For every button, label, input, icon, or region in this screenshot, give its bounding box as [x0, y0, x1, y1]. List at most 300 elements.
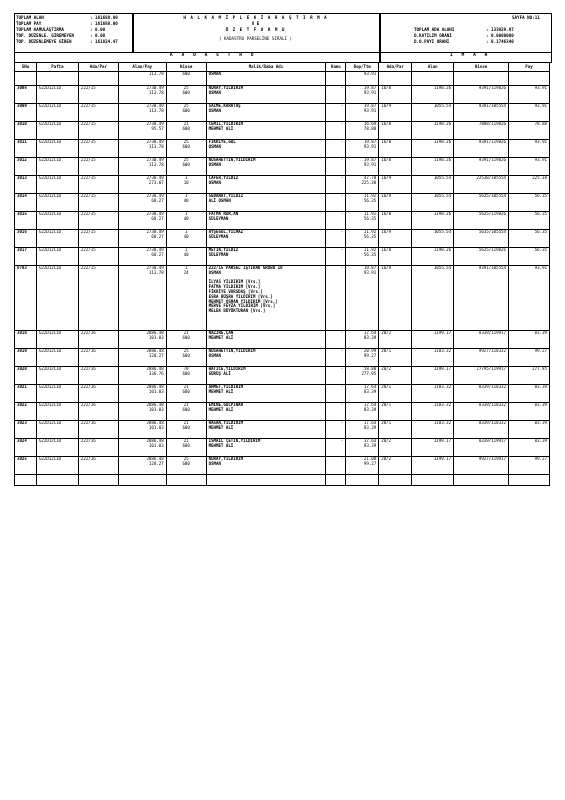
cell-ialan: 1183.32 [412, 403, 454, 421]
column-header: Pafta [36, 63, 78, 72]
total-label: TOPLAM PAY [16, 21, 42, 26]
column-header: Hisse [166, 63, 206, 72]
cell-dop: 19.87 93.91 [346, 104, 379, 122]
cell-empty [454, 475, 509, 486]
cell-iadapar: 20/1 [379, 403, 412, 421]
cell-pay: 93.91 [509, 266, 550, 331]
cell-pafta: G22D12C1D [36, 421, 78, 439]
cell-pay: 93.91 [509, 158, 550, 176]
cell-alan: 2886.48 101.03 [118, 439, 166, 457]
cell-dop: 11.92 56.35 [346, 194, 379, 212]
cell-hisse: 25 600 [166, 349, 206, 367]
cell-pay: 56.35 [509, 248, 550, 266]
cell-ialan: 1199.17 [412, 367, 454, 385]
cell-dop: 17.64 83.39 [346, 421, 379, 439]
cell-sno: 3012 [15, 158, 37, 176]
cell-ialan: 1198.26 [412, 248, 454, 266]
cell-iadapar: 20/2 [379, 367, 412, 385]
table-row [15, 421, 550, 439]
cell-kamu: - [326, 403, 346, 421]
cell-kamu: - [326, 266, 346, 331]
cell-dop: 47.70 225.38 [346, 176, 379, 194]
cell-pafta: G22D12C1D [36, 230, 78, 248]
cell-kamu: - [326, 158, 346, 176]
cell-ihisse: 9391/105554 [454, 104, 509, 122]
cell-sno: 3023 [15, 421, 37, 439]
cell-pafta: G22D12C1D [36, 140, 78, 158]
cell-ialan: 1198.26 [412, 122, 454, 140]
cell-hisse: 1 40 [166, 212, 206, 230]
summary-label: D.O.PAYI ORANI [414, 39, 450, 44]
cell-pay: 83.39 [509, 331, 550, 349]
cell-ihisse: 8339/118332 [454, 385, 509, 403]
total-value: : 161824.47 [90, 39, 118, 44]
cell-kamu: - [326, 385, 346, 403]
cell-kamu: - [326, 439, 346, 457]
cell-hisse: 21 600 [166, 439, 206, 457]
cell-empty [346, 475, 379, 486]
cell-hisse: 1 40 [166, 194, 206, 212]
cell-malik: HATİCE,YILDIRIM GÜRÜŞ ALİ [206, 367, 326, 385]
cell-ialan: 1183.32 [412, 349, 454, 367]
cell-alan: 2730.49 95.57 [118, 122, 166, 140]
cell-empty [412, 475, 454, 486]
table-row [15, 140, 550, 158]
table-row [15, 230, 550, 248]
table-row [15, 385, 550, 403]
cell-ialan: 1055.54 [412, 176, 454, 194]
column-header: Dop/Ttm [346, 63, 379, 72]
cell-alan: 2730.49 273.07 [118, 176, 166, 194]
cell-alan: 2886.48 101.03 [118, 403, 166, 421]
cell-pafta: G22D12C1D [36, 457, 78, 475]
cell-adapar: 222/15 [78, 248, 118, 266]
cell-hisse: 25 600 [166, 104, 206, 122]
cell-hisse: 21 600 [166, 385, 206, 403]
cell-ialan [412, 72, 454, 86]
summary-label: TOPLAM ADA ALANI [414, 27, 455, 32]
cell-sno: 3008 [15, 86, 37, 104]
cell-ialan: 1198.26 [412, 86, 454, 104]
table-row [15, 439, 550, 457]
cell-alan: 2730.49 113.78 [118, 158, 166, 176]
cell-ialan: 1055.54 [412, 266, 454, 331]
cell-dop: 17.64 83.39 [346, 385, 379, 403]
total-label: TOP. DÜZENLEMEYE GİREN [16, 39, 72, 44]
cell-pafta: G22D12C1D [36, 248, 78, 266]
summary-label: O.KATILIM ORANI [414, 33, 452, 38]
imar-section-label: İ M A R [450, 53, 491, 58]
cell-kamu: - [326, 122, 346, 140]
cell-kamu: - [326, 176, 346, 194]
cell-kamu: - [326, 230, 346, 248]
cell-sno: 3020 [15, 367, 37, 385]
cell-hisse: 1 24 [166, 266, 206, 331]
cell-alan: 2886.48 101.03 [118, 385, 166, 403]
cell-ihisse: 8339/118332 [454, 421, 509, 439]
cell-ialan: 1055.54 [412, 104, 454, 122]
cell-adapar: 222/15 [78, 86, 118, 104]
cell-ihisse: 9927/118332 [454, 349, 509, 367]
cell-adapar [78, 72, 118, 86]
cell-adapar: 222/15 [78, 212, 118, 230]
cell-malik: METİN,YILDIZ SÜLEYMAN [206, 248, 326, 266]
cell-ihisse: 8339/118332 [454, 403, 509, 421]
parcel-table [14, 62, 550, 486]
cell-sno: 6783 [15, 266, 37, 331]
cell-pafta: G22D12C1D [36, 266, 78, 331]
cell-pafta: G22D12C1D [36, 367, 78, 385]
cell-sno [15, 72, 37, 86]
cell-alan: 2730.49 113.78 [118, 140, 166, 158]
cell-malik: CAFER,YILDIZ OSMAN [206, 176, 326, 194]
cell-malik: NAZİRE,ÇAN MEHMET ALİ [206, 331, 326, 349]
cell-hisse: 1 40 [166, 248, 206, 266]
cell-pay: 99.27 [509, 457, 550, 475]
column-header: Pay [509, 63, 550, 72]
cell-malik: HASAN,YILDIRIM MEHMET ALİ [206, 421, 326, 439]
cell-malik: AYŞEGÜL,YILMAZ SÜLEYMAN [206, 230, 326, 248]
cell-alan: 2730.49 68.27 [118, 230, 166, 248]
cell-ialan: 1183.32 [412, 385, 454, 403]
cell-kamu: - [326, 212, 346, 230]
cell-hisse: 1 40 [166, 230, 206, 248]
cell-pay: 83.39 [509, 421, 550, 439]
cell-alan: 2886.48 120.27 [118, 457, 166, 475]
cell-ihisse: 8339/119917 [454, 331, 509, 349]
table-row [15, 122, 550, 140]
cell-adapar: 222/15 [78, 122, 118, 140]
total-value: : 161688.00 [90, 15, 118, 20]
cell-sno: 3013 [15, 176, 37, 194]
cell-pafta: G22D12C1D [36, 122, 78, 140]
cell-dop: 17.64 83.39 [346, 403, 379, 421]
cell-pafta: G22D12C1D [36, 158, 78, 176]
cell-iadapar: 16/8 [379, 212, 412, 230]
cell-dop: 11.92 56.35 [346, 212, 379, 230]
kadastro-section-label: K A D A S T R O [170, 53, 257, 58]
cell-ihisse [454, 72, 509, 86]
cell-malik: FİKRİYE,GÜL OSMAN [206, 140, 326, 158]
cell-kamu: - [326, 248, 346, 266]
cell-sno: 3014 [15, 194, 37, 212]
cell-adapar: 222/15 [78, 266, 118, 331]
cell-malik: NURAY,YILDIRIM OSMAN [206, 86, 326, 104]
cell-iadapar: 16/9 [379, 194, 412, 212]
cell-pafta: G22D12C1D [36, 86, 78, 104]
cell-pay: 78.88 [509, 122, 550, 140]
cell-dop: 19.87 93.91 [346, 266, 379, 331]
table-header-row [15, 63, 550, 72]
cell-sno: 3022 [15, 403, 37, 421]
column-header: Malik/Baba Adı [206, 63, 326, 72]
table-row-empty [15, 475, 550, 486]
report-subtitle: Ö Z E T F O R M U [225, 27, 286, 32]
cell-ihisse: 5635/119826 [454, 248, 509, 266]
cell-iadapar: 16/8 [379, 122, 412, 140]
table-row [15, 248, 550, 266]
cell-hisse: 21 600 [166, 403, 206, 421]
cell-hisse: 21 600 [166, 421, 206, 439]
cell-pay: 56.35 [509, 194, 550, 212]
cell-dop: 11.92 56.35 [346, 248, 379, 266]
cell-dop: 93.91 [346, 72, 379, 86]
cell-pay: 83.39 [509, 439, 550, 457]
cell-kamu: - [326, 194, 346, 212]
cell-kamu [326, 72, 346, 86]
cell-iadapar: 16/8 [379, 86, 412, 104]
cell-alan: 2886.48 101.03 [118, 331, 166, 349]
cell-alan: 2730.49 113.78 [118, 104, 166, 122]
cell-malik: EMİNE,GÜLPINAR MEHMET ALİ [206, 403, 326, 421]
cell-sno: 3009 [15, 104, 37, 122]
cell-alan: 2886.48 336.76 [118, 367, 166, 385]
cell-malik: 222/15 PARSEL İŞTİRAK GRUBU 10 OSMAN İLYAS YILDIRIM [Vrs.] FATMA YILDIRIM [Vrs.] FİKRİYE VURSDAŞ [Vrs.] ESRA BÜŞRA YILDIRIM [Vrs.] MEHMET OSMAN YILDIRIM [Vrs.] MERVE FEYZA YILDIRIM [Vrs.] MELEK BÜYÜKTURAN [Vrs.] [206, 266, 326, 331]
cell-pafta: G22D12C1D [36, 403, 78, 421]
table-row [15, 176, 550, 194]
cell-alan: 2730.49 113.78 [118, 86, 166, 104]
cell-ihisse: 27795/119917 [454, 367, 509, 385]
cell-empty [509, 475, 550, 486]
report-title-conjunction: V E [251, 21, 260, 26]
column-header: SNo [15, 63, 37, 72]
cell-hisse: 25 600 [166, 158, 206, 176]
cell-hisse: 25 600 [166, 86, 206, 104]
cell-pay: 56.35 [509, 212, 550, 230]
cell-pay: 56.35 [509, 230, 550, 248]
cell-malik: NÜSAHETTİN,YILDIRIM OSMAN [206, 349, 326, 367]
cell-empty [15, 475, 37, 486]
cell-iadapar: 20/2 [379, 331, 412, 349]
cell-adapar: 222/16 [78, 439, 118, 457]
cell-kamu: - [326, 349, 346, 367]
table-row [15, 403, 550, 421]
cell-ihisse: 9927/119917 [454, 457, 509, 475]
cell-dop: 19.87 93.91 [346, 158, 379, 176]
cell-empty [379, 475, 412, 486]
table-row [15, 367, 550, 385]
cell-empty [118, 475, 166, 486]
cell-iadapar: 16/9 [379, 266, 412, 331]
table-row [15, 212, 550, 230]
cell-iadapar: 16/9 [379, 104, 412, 122]
cell-adapar: 222/16 [78, 349, 118, 367]
cell-pafta [36, 72, 78, 86]
cell-adapar: 222/16 [78, 367, 118, 385]
cell-kamu: - [326, 331, 346, 349]
cell-iadapar: 20/1 [379, 385, 412, 403]
summary-value: : 0.0000000 [486, 33, 514, 38]
cell-ialan: 1198.26 [412, 140, 454, 158]
cell-hisse: 1 10 [166, 176, 206, 194]
cell-sno: 3010 [15, 122, 37, 140]
cell-dop: 21.00 99.27 [346, 457, 379, 475]
total-label: TOP. DÜZENLE. GİREMEYEN [16, 33, 74, 38]
cell-pay: 93.91 [509, 140, 550, 158]
cell-empty [78, 475, 118, 486]
table-row [15, 86, 550, 104]
cell-malik: İSMAİL ÇETİN,YILDIRIM MEHMET ALİ [206, 439, 326, 457]
cell-dop: 16.69 78.88 [346, 122, 379, 140]
cell-pay: 277.95 [509, 367, 550, 385]
cell-adapar: 222/16 [78, 421, 118, 439]
cell-sno: 3024 [15, 439, 37, 457]
table-row [15, 194, 550, 212]
cell-iadapar: 16/8 [379, 158, 412, 176]
cell-pay: 83.39 [509, 385, 550, 403]
cell-hisse: 70 600 [166, 367, 206, 385]
column-header: Ada/Par [78, 63, 118, 72]
cell-ihisse: 5635/105554 [454, 194, 509, 212]
table-row [15, 72, 550, 86]
cell-hisse: 21 600 [166, 331, 206, 349]
cell-ialan: 1198.26 [412, 158, 454, 176]
cell-malik: CEMİL,YILDIRIM MEHMET ALİ [206, 122, 326, 140]
cell-pafta: G22D12C1D [36, 439, 78, 457]
cell-pay: 225.38 [509, 176, 550, 194]
cell-pafta: G22D12C1D [36, 194, 78, 212]
cell-kamu: - [326, 86, 346, 104]
cell-malik: FATMA NUR,AN SÜLEYMAN [206, 212, 326, 230]
report-title: H A L K A M İ P L E K İ A R A Ş T I R M A [183, 15, 328, 20]
cell-malik: SAİME,KARATAŞ OSMAN [206, 104, 326, 122]
cell-malik: OSMAN [206, 72, 326, 86]
cell-sno: 3019 [15, 349, 37, 367]
cell-iadapar: 16/8 [379, 140, 412, 158]
column-header: Alan [412, 63, 454, 72]
cell-pafta: G22D12C1D [36, 349, 78, 367]
column-header: Hisse [454, 63, 509, 72]
cell-ialan: 1183.32 [412, 421, 454, 439]
total-value: : 0.00 [90, 27, 106, 32]
cell-empty [206, 475, 326, 486]
total-value: : 161688.00 [90, 21, 118, 26]
cell-dop: 19.87 93.91 [346, 86, 379, 104]
cell-ihisse: 9391/119826 [454, 86, 509, 104]
cell-malik: AHMET,YILDIRIM MEHMET ALİ [206, 385, 326, 403]
report-sort-note: ( KADASTRO PARSELİNE SIRALI ) [218, 36, 293, 41]
cell-pafta: G22D12C1D [36, 212, 78, 230]
cell-dop: 17.64 83.39 [346, 439, 379, 457]
cell-malik: NURAY,YILDIRIM OSMAN [206, 457, 326, 475]
cell-adapar: 222/16 [78, 331, 118, 349]
cell-hisse: 25 600 [166, 140, 206, 158]
cell-alan: 2730.49 68.27 [118, 212, 166, 230]
cell-ihisse: 8339/119917 [454, 439, 509, 457]
cell-alan: 2886.48 120.27 [118, 349, 166, 367]
cell-iadapar: 20/2 [379, 457, 412, 475]
total-value: : 0.00 [90, 33, 106, 38]
cell-ihisse: 7888/119826 [454, 122, 509, 140]
table-row [15, 104, 550, 122]
table-row [15, 457, 550, 475]
summary-value: : 133929.97 [486, 27, 514, 32]
table-row [15, 331, 550, 349]
cell-pay: 83.39 [509, 403, 550, 421]
cell-ialan: 1198.26 [412, 212, 454, 230]
cell-ihisse: 22538/105554 [454, 176, 509, 194]
cell-adapar: 222/15 [78, 230, 118, 248]
cell-adapar: 222/15 [78, 104, 118, 122]
cell-adapar: 222/15 [78, 176, 118, 194]
page-number: SAYFA NO:11 [512, 15, 540, 20]
cell-adapar: 222/16 [78, 385, 118, 403]
cell-alan: 2730.49 68.27 [118, 194, 166, 212]
cell-sno: 3021 [15, 385, 37, 403]
cell-sno: 3016 [15, 230, 37, 248]
cell-ialan: 1199.17 [412, 331, 454, 349]
cell-ialan: 1199.17 [412, 457, 454, 475]
cell-pay: 93.91 [509, 86, 550, 104]
cell-kamu: - [326, 457, 346, 475]
cell-iadapar: 16/9 [379, 176, 412, 194]
cell-ialan: 1199.17 [412, 439, 454, 457]
cell-sno: 3018 [15, 331, 37, 349]
cell-adapar: 222/15 [78, 140, 118, 158]
table-row [15, 349, 550, 367]
cell-ihisse: 5635/105554 [454, 230, 509, 248]
cell-pay: 93.91 [509, 104, 550, 122]
column-header: Kamu [326, 63, 346, 72]
column-header: Alan/Pay [118, 63, 166, 72]
cell-adapar: 222/15 [78, 158, 118, 176]
cell-iadapar: 16/9 [379, 230, 412, 248]
cell-malik: SEDANAT,YILDIZ ALİ OSMAN [206, 194, 326, 212]
cell-iadapar: 20/1 [379, 349, 412, 367]
cell-sno: 3025 [15, 457, 37, 475]
cell-pafta: G22D12C1D [36, 176, 78, 194]
cell-pafta: G22D12C1D [36, 104, 78, 122]
total-label: TOPLAM KAMULAŞTIRMA [16, 27, 64, 32]
cell-pay: 99.27 [509, 349, 550, 367]
table-row [15, 266, 550, 331]
cell-sno: 3015 [15, 212, 37, 230]
table-row [15, 158, 550, 176]
cell-ihisse: 5635/119826 [454, 212, 509, 230]
cell-pafta: G22D12C1D [36, 385, 78, 403]
cell-iadapar: 20/2 [379, 439, 412, 457]
cell-adapar: 222/16 [78, 457, 118, 475]
cell-alan: 113.78 [118, 72, 166, 86]
cell-kamu: - [326, 104, 346, 122]
cell-sno: 3017 [15, 248, 37, 266]
cell-dop: 11.92 56.35 [346, 230, 379, 248]
cell-adapar: 222/16 [78, 403, 118, 421]
cell-ihisse: 9391/119826 [454, 140, 509, 158]
cell-iadapar: 16/8 [379, 248, 412, 266]
cell-iadapar [379, 72, 412, 86]
cell-hisse: 25 600 [166, 457, 206, 475]
cell-alan: 2886.48 101.03 [118, 421, 166, 439]
cell-ihisse: 9391/105554 [454, 266, 509, 331]
cell-dop: 17.64 83.39 [346, 331, 379, 349]
cell-empty [166, 475, 206, 486]
cell-empty [326, 475, 346, 486]
cell-dop: 58.80 277.95 [346, 367, 379, 385]
cell-alan: 2730.49 68.27 [118, 248, 166, 266]
cell-pay [509, 72, 550, 86]
cell-hisse: 600 [166, 72, 206, 86]
cell-hisse: 21 600 [166, 122, 206, 140]
column-header: Ada/Par [379, 63, 412, 72]
cell-ihisse: 9391/119826 [454, 158, 509, 176]
total-label: TOPLAM ALAN [16, 15, 44, 20]
cell-adapar: 222/15 [78, 194, 118, 212]
cell-kamu: - [326, 421, 346, 439]
cell-dop: 20.99 99.27 [346, 349, 379, 367]
cell-pafta: G22D12C1D [36, 331, 78, 349]
summary-value: : 0.1746340 [486, 39, 514, 44]
